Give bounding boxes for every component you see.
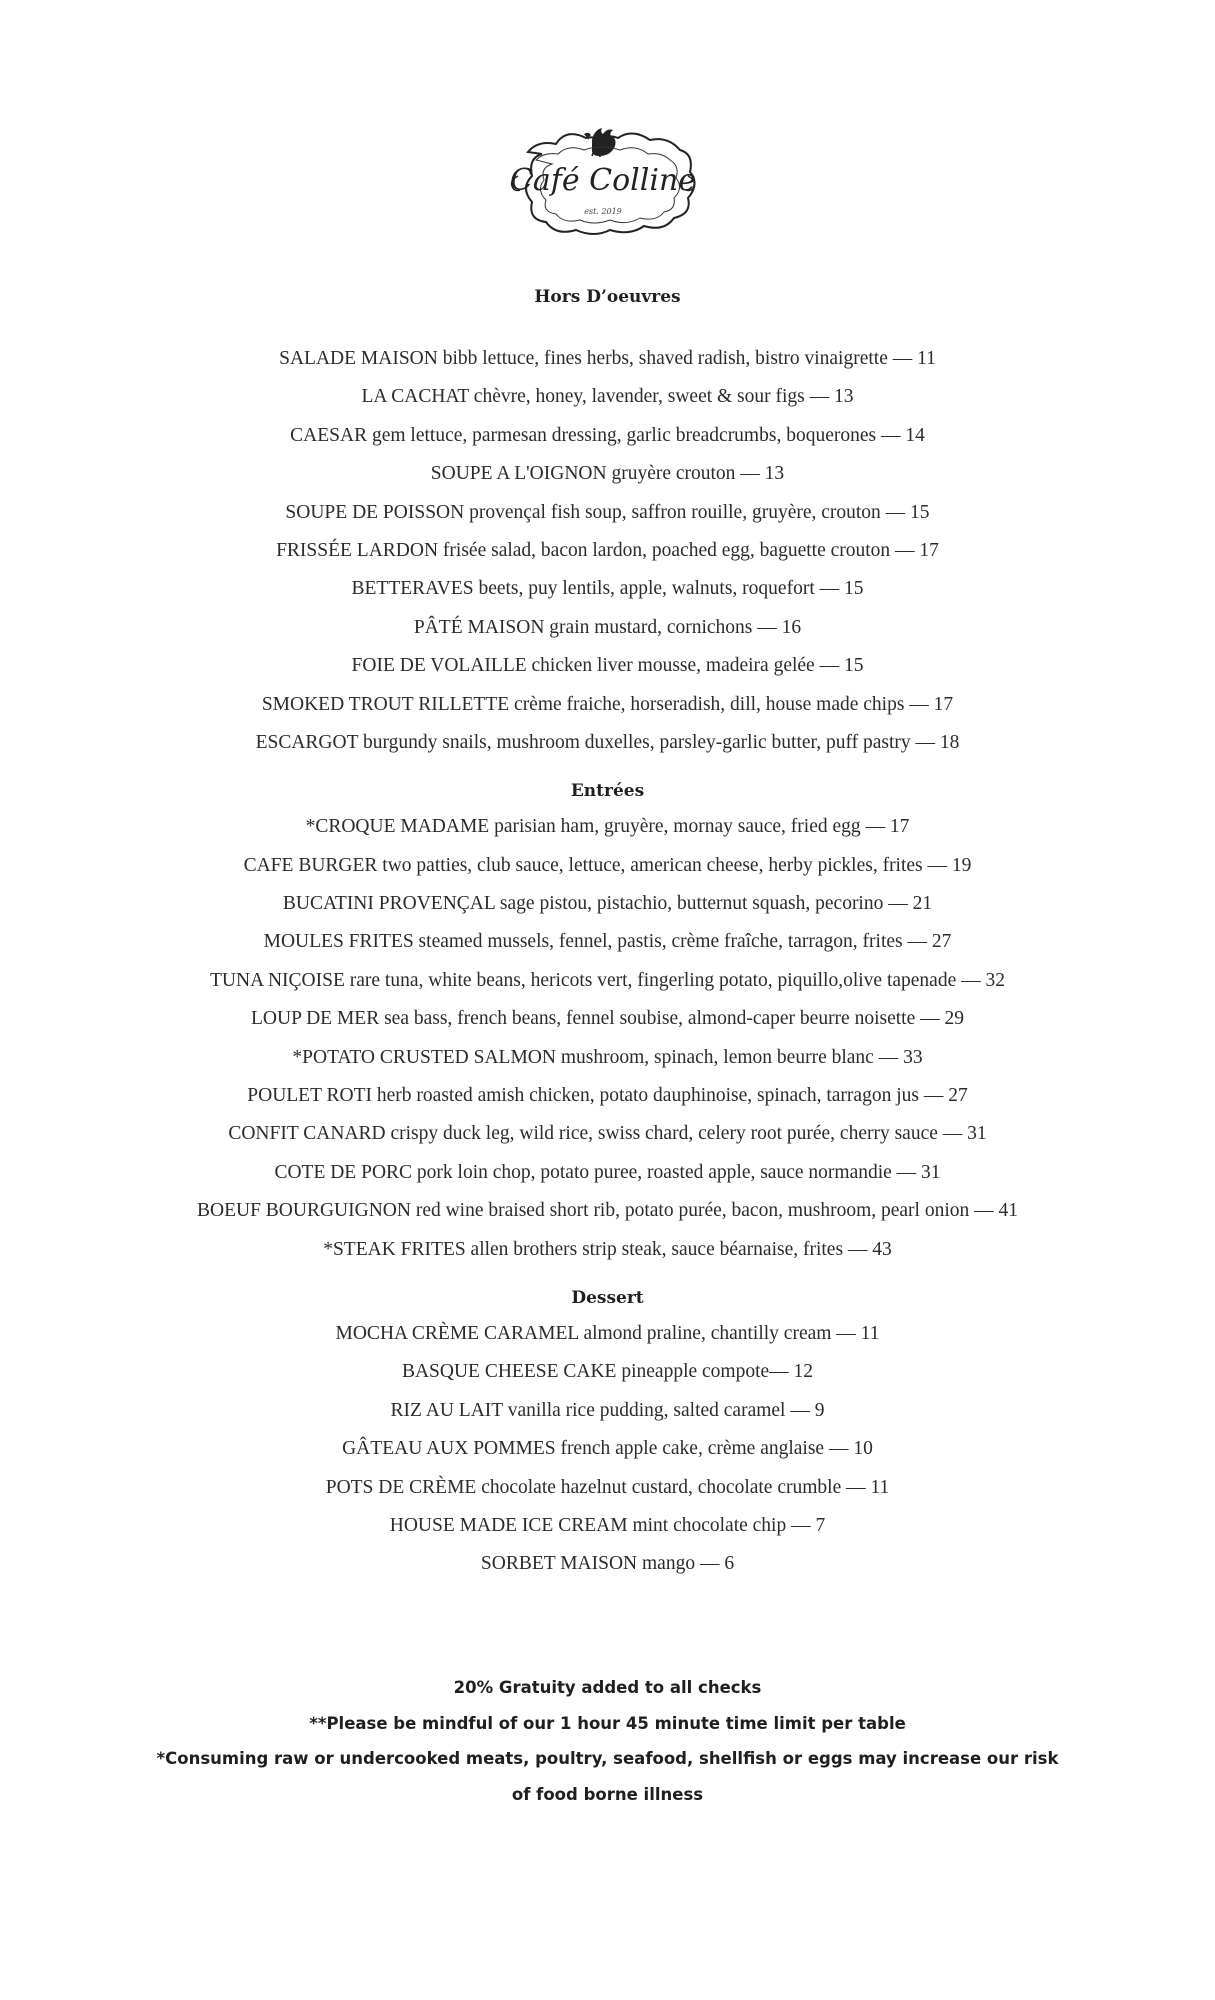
menu-item: TUNA NIÇOISE rare tuna, white beans, hericots vert, fingerling potato, piquillo,olive tapenade — 32: [210, 969, 1005, 991]
menu-item: RIZ AU LAIT vanilla rice pudding, salted caramel — 9: [390, 1399, 825, 1421]
menu-item: BETTERAVES beets, puy lentils, apple, walnuts, roquefort — 15: [351, 578, 864, 600]
menu-item: BUCATINI PROVENÇAL sage pistou, pistachio, butternut squash, pecorino — 21: [282, 893, 933, 915]
hors-doeuvres-list: [0, 340, 1215, 762]
section-title: Dessert: [571, 1287, 644, 1308]
logo-wordmark: Café Colline: [509, 163, 697, 198]
section-dessert: [0, 1281, 1215, 1584]
menu-item: BOEUF BOURGUIGNON red wine braised short rib, potato purée, bacon, mushroom, pearl onion — 41: [196, 1200, 1019, 1222]
consumption-warning: *Consuming raw or undercooked meats, poultry, seafood, shellfish or eggs may increase our risk of food borne illness: [156, 1749, 1059, 1804]
menu-item: MOCHA CRÈME CARAMEL almond praline, chantilly cream — 11: [335, 1322, 880, 1344]
menu-item: CONFIT CANARD crispy duck leg, wild rice, swiss chard, celery root purée, cherry sauce — 31: [228, 1123, 987, 1145]
rooster-icon: [584, 128, 616, 157]
menu-item: POULET ROTI herb roasted amish chicken, potato dauphinoise, spinach, tarragon jus — 27: [247, 1085, 968, 1107]
dessert-list: [0, 1315, 1215, 1584]
menu-item: SALADE MAISON bibb lettuce, fines herbs, shaved radish, bistro vinaigrette — 11: [279, 348, 936, 369]
menu-item: SOUPE A L'OIGNON gruyère crouton — 13: [430, 463, 785, 485]
menu-item: *CROQUE MADAME parisian ham, gruyère, mornay sauce, fried egg — 17: [305, 816, 910, 838]
menu-item: LA CACHAT chèvre, honey, lavender, sweet & sour figs — 13: [361, 386, 854, 408]
menu-item: SORBET MAISON mango — 6: [480, 1553, 735, 1575]
menu-item: PÂTÉ MAISON grain mustard, cornichons — 16: [413, 616, 802, 638]
menu-item: CAFE BURGER two patties, club sauce, lettuce, american cheese, herby pickles, frites — 19: [243, 854, 972, 876]
section-entrees: [0, 774, 1215, 1269]
menu-item: POTS DE CRÈME chocolate hazelnut custard, chocolate crumble — 11: [325, 1476, 890, 1498]
menu-item: *POTATO CRUSTED SALMON mushroom, spinach, lemon beurre blanc — 33: [292, 1046, 923, 1068]
section-title: Entrées: [570, 781, 645, 802]
menu-item: CAESAR gem lettuce, parmesan dressing, garlic breadcrumbs, boquerones — 14: [290, 424, 925, 446]
menu-item: GÂTEAU AUX POMMES french apple cake, crème anglaise — 10: [342, 1438, 873, 1460]
menu-item: HOUSE MADE ICE CREAM mint chocolate chip — 7: [389, 1514, 826, 1536]
menu-item: FOIE DE VOLAILLE chicken liver mousse, madeira gelée — 15: [351, 655, 864, 677]
menu-item: SOUPE DE POISSON provençal fish soup, saffron rouille, gruyère, crouton — 15: [285, 501, 930, 523]
menu-item: LOUP DE MER sea bass, french beans, fennel soubise, almond-caper beurre noisette — 29: [251, 1008, 964, 1030]
menu-item: SMOKED TROUT RILLETTE crème fraiche, horseradish, dill, house made chips — 17: [261, 693, 954, 715]
logo-established: est. 2019: [584, 207, 622, 216]
cafe-logo: [488, 110, 718, 250]
menu-content: [0, 280, 1215, 1584]
menu-notes: [0, 1670, 1215, 1812]
menu-item: COTE DE PORC pork loin chop, potato puree, roasted apple, sauce normandie — 31: [274, 1161, 941, 1183]
menu-item: BASQUE CHEESE CAKE pineapple compote— 12: [401, 1361, 814, 1383]
gratuity-note: 20% Gratuity added to all checks: [453, 1678, 762, 1697]
section-hors-doeuvres: [0, 280, 1215, 762]
menu-item: ESCARGOT burgundy snails, mushroom duxelles, parsley-garlic butter, puff pastry — 18: [255, 731, 960, 753]
menu-item: MOULES FRITES steamed mussels, fennel, pastis, crème fraîche, tarragon, frites — 27: [263, 931, 952, 953]
section-title: Hors D’oeuvres: [534, 287, 681, 307]
entrees-list: [0, 808, 1215, 1269]
menu-item: FRISSÉE LARDON frisée salad, bacon lardon, poached egg, baguette crouton — 17: [276, 539, 939, 561]
time-limit-note: **Please be mindful of our 1 hour 45 minute time limit per table: [309, 1713, 906, 1733]
menu-item: *STEAK FRITES allen brothers strip steak, sauce béarnaise, frites — 43: [323, 1238, 892, 1260]
